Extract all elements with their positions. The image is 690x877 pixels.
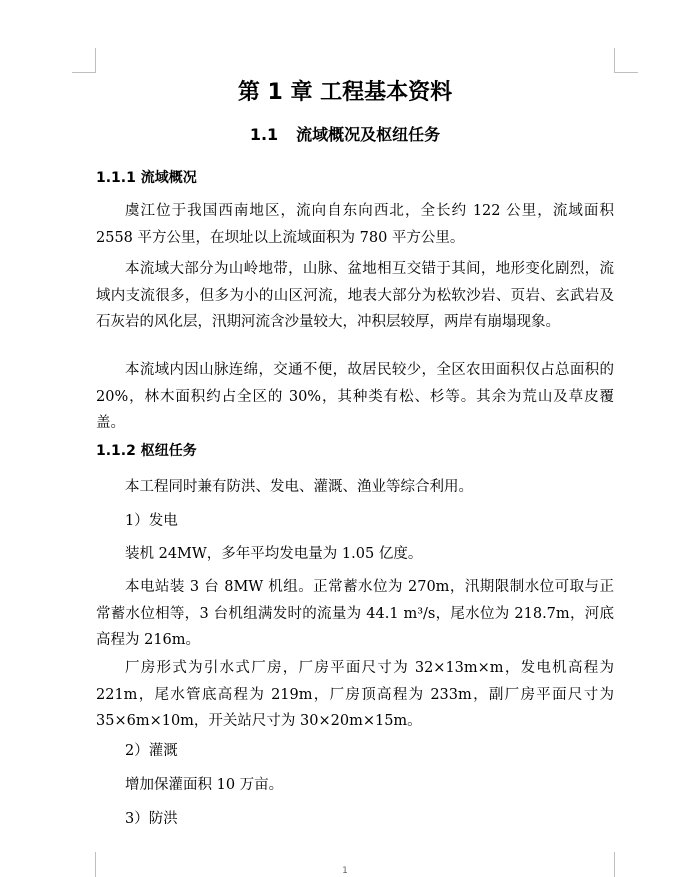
- paragraph: 装机 24MW，多年平均发电量为 1.05 亿度。: [125, 546, 423, 562]
- section-title: 流域概况及枢纽任务: [296, 125, 441, 144]
- list-item-label: 2）灌溉: [125, 743, 178, 759]
- paragraph: 本电站装 3 台 8MW 机组。正常蓄水位为 270m，汛期限制水位可取与正常蓄水位相等，3 台机组满发时的流量为 44.1 m³/s，尾水位为 218.7m，河底高程为 216m。: [96, 579, 614, 648]
- list-item-label: 1）发电: [125, 513, 178, 529]
- crop-mark-top-left-v: [95, 48, 96, 72]
- subsection-heading-1: 1.1.1 流域概况: [96, 170, 197, 186]
- paragraph: 本流域大部分为山岭地带，山脉、盆地相互交错于其间，地形变化剧烈，流域内支流很多，但多为小的山区河流，地表大部分为松软沙岩、页岩、玄武岩及石灰岩的风化层，汛期河流含沙量较大，冲积层较厚，两岸有崩塌现象。: [96, 261, 614, 330]
- paragraph: 虞江位于我国西南地区，流向自东向西北，全长约 122 公里，流域面积 2558 平方公里，在坝址以上流域面积为 780 平方公里。: [96, 203, 614, 246]
- page-number: 1: [342, 866, 348, 876]
- paragraph: 增加保灌面积 10 万亩。: [125, 777, 284, 793]
- paragraph: 本流域内因山脉连绵，交通不便，故居民较少，全区农田面积仅占总面积的 20%，林木面积约占全区的 30%，其种类有松、杉等。其余为荒山及草皮覆盖。: [96, 362, 614, 431]
- crop-mark-top-right-h: [614, 72, 638, 73]
- section-heading: [0, 123, 690, 147]
- paragraph: 厂房形式为引水式厂房，厂房平面尺寸为 32×13m×m，发电机高程为 221m，尾水管底高程为 219m，厂房顶高程为 233m，副厂房平面尺寸为 35×6m×10m，开关站尺寸为 30×20m×15m。: [96, 660, 614, 729]
- section-number: 1.1: [249, 125, 279, 144]
- chapter-title: 第 1 章 工程基本资料: [237, 80, 453, 105]
- paragraph: 本工程同时兼有防洪、发电、灌溉、渔业等综合利用。: [125, 479, 473, 495]
- crop-mark-top-left-h: [72, 72, 96, 73]
- crop-mark-top-right-v: [614, 48, 615, 72]
- list-item-label: 3）防洪: [125, 811, 178, 827]
- subsection-heading-2: 1.1.2 枢纽任务: [96, 443, 197, 459]
